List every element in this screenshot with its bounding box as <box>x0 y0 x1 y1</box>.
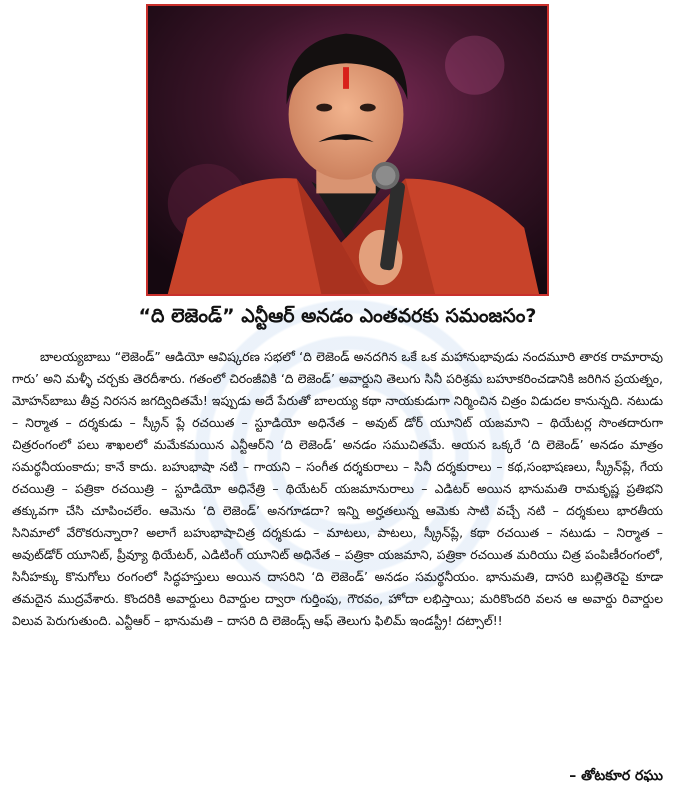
author-byline: – తోటకూర రఘు <box>569 768 663 784</box>
article-paragraph: బాలయ్యబాబు “లెజెండ్” ఆడియో ఆవిష్కరణ సభలో ‘ది లెజెండ్ అనదగిన ఒకే ఒక మహానుభావుడు నందమూరి తారక రామారావు గారు’ అని మళ్ళీ చర్చకు తెరదీశారు. గతంలో చిరంజీవికి ‘ది లెజెండ్’ అవార్డుని తెలుగు సినీ పరిశ్రమ బహూకరించడానికి జరిగిన ప్రయత్నం, మోహన్‌బాబు తీవ్ర నిరసన జగద్విదితమే! ఇప్పుడు అదే పేరుతో బాలయ్య కథా నాయకుడుగా నిర్మించిన చిత్రం విడుదల కానున్నది. నటుడు – నిర్మాత – దర్శకుడు – స్క్రీన్ ప్లే రచయిత – స్టూడియో అధినేత – అవుట్ డోర్ యూనిట్ యజమాని – థియేటర్ల సొంతదారుగా చిత్రరంగంలో పలు శాఖలలో మమేకమయిన ఎన్టీఆర్‌ని ‘ది లెజెండ్’ అనడం సముచితమే. ఆయన ఒక్కరే ‘ది లెజెండ్’ అనడం మాత్రం సమర్థనీయంకాదు; కానే కాదు. బహుభాషా నటి – గాయని – సంగీత దర్శకురాలు – సినీ దర్శకురాలు – కథ,సంభాషణలు, స్క్రీన్‌ప్లే, గేయ రచయిత్రి – పత్రికా రచయిత్రి – స్టూడియో అధినేత్రి – థియేటర్ యజమానురాలు – ఎడిటర్ అయిన భానుమతి రామకృష్ణ ప్రతిభని తక్కువగా చేసి చూపించలేం. ఆమెను ‘ది లెజెండ్’ అనగూడదా? ఇన్ని అర్హతలున్న ఆమెకు సాటి వచ్చే నటి – దర్శకులు భారతీయ సినిమాలో వేరొకరున్నారా? అలాగే బహుభాషాచిత్ర దర్శకుడు – మాటలు, పాటలు, స్క్రీన్‌ప్లే, కథా రచయిత – నటుడు – నిర్మాత – అవుట్‌డోర్ యూనిట్, ప్రీవ్యూ థియేటర్, ఎడిటింగ్ యూనిట్ అధినేత – పత్రికా యజమాని, పత్రికా రచయిత మరియు చిత్ర పంపిణీరంగంలో, సినీహక్కు కొనుగోలు రంగంలో సిద్ధహస్తులు అయిన దాసరిని ‘ది లెజెండ్’ అనడం సమర్థనీయం. భానుమతి, దాసరి బుల్లితెరపై కూడా తమదైన ముద్రవేశారు. కొందరికి అవార్డులు రివార్డుల ద్వారా గుర్తింపు, గౌరవం, హోదా లభిస్తాయి; మరికొందరి వలన ఆ అవార్డు రివార్డుల విలువ పెరుగుతుంది. ఎన్టీఆర్ – భానుమతి – దాసరి ది లెజెండ్స్ ఆఫ్ తెలుగు ఫిలిమ్ ఇండస్ట్రీ! దట్సాల్!! <box>12 349 663 628</box>
speaker-illustration <box>148 6 547 294</box>
article-photo <box>146 4 549 296</box>
article-body <box>12 346 663 632</box>
article-headline: “ది లెజెండ్” ఎన్టీఆర్ అనడం ఎంతవరకు సమంజసం? <box>138 305 537 327</box>
